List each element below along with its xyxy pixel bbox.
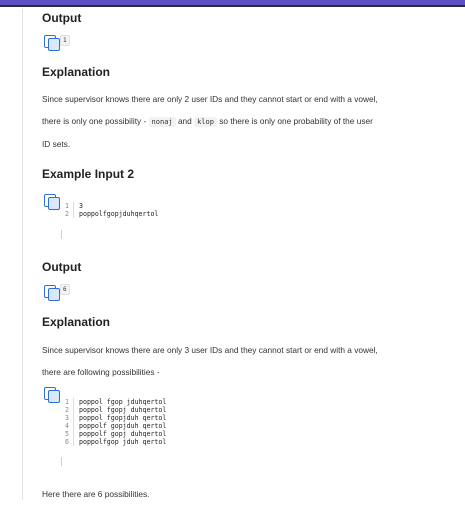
explanation-heading: Explanation: [42, 65, 111, 79]
code-cursor: [61, 457, 62, 466]
copy-icon[interactable]: [44, 35, 60, 50]
possibilities-code: [61, 398, 166, 446]
explanation-text: Since supervisor knows there are only 2 user IDs and they cannot start or end with a vowel, there is only one possibility - nonaj and klop so there is only one probability of the user ID sets.: [42, 94, 378, 149]
problem-content: [22, 9, 465, 500]
code-line: 1 3: [61, 202, 158, 210]
code-line: 6 poppolfgop jduh qertol: [61, 438, 166, 446]
example-input-heading: Example Input 2: [42, 167, 135, 181]
code-line: 1 poppol fgop jduhqertol: [61, 398, 166, 406]
explanation-heading: Explanation: [42, 315, 111, 329]
code-line: 2 poppolfgopjduhqertol: [61, 210, 158, 218]
example-input-code: [61, 202, 158, 218]
copy-icon[interactable]: [44, 387, 60, 402]
copy-icon[interactable]: [44, 285, 60, 300]
output-heading: Output: [42, 260, 82, 274]
code-line: 3 poppol fgopjduh qertol: [61, 414, 166, 422]
output-value: 1: [60, 35, 70, 46]
code-cursor: [61, 230, 62, 239]
explanation-text: Since supervisor knows there are only 3 user IDs and they cannot start or end with a vowel, there are following possibilities -: [42, 345, 378, 377]
output-value: 6: [60, 284, 70, 295]
possibilities-summary: Here there are 6 possibilities.: [42, 489, 150, 499]
code-line: 4 poppolf gopjduh qertol: [61, 422, 166, 430]
inline-code: nonaj: [149, 117, 176, 127]
output-heading: Output: [42, 11, 82, 25]
code-line: 5 poppolf gopj duhqertol: [61, 430, 166, 438]
top-accent-bar: [0, 0, 465, 7]
inline-code: klop: [194, 117, 217, 127]
copy-icon[interactable]: [44, 194, 60, 209]
code-line: 2 poppol fgopj duhqertol: [61, 406, 166, 414]
